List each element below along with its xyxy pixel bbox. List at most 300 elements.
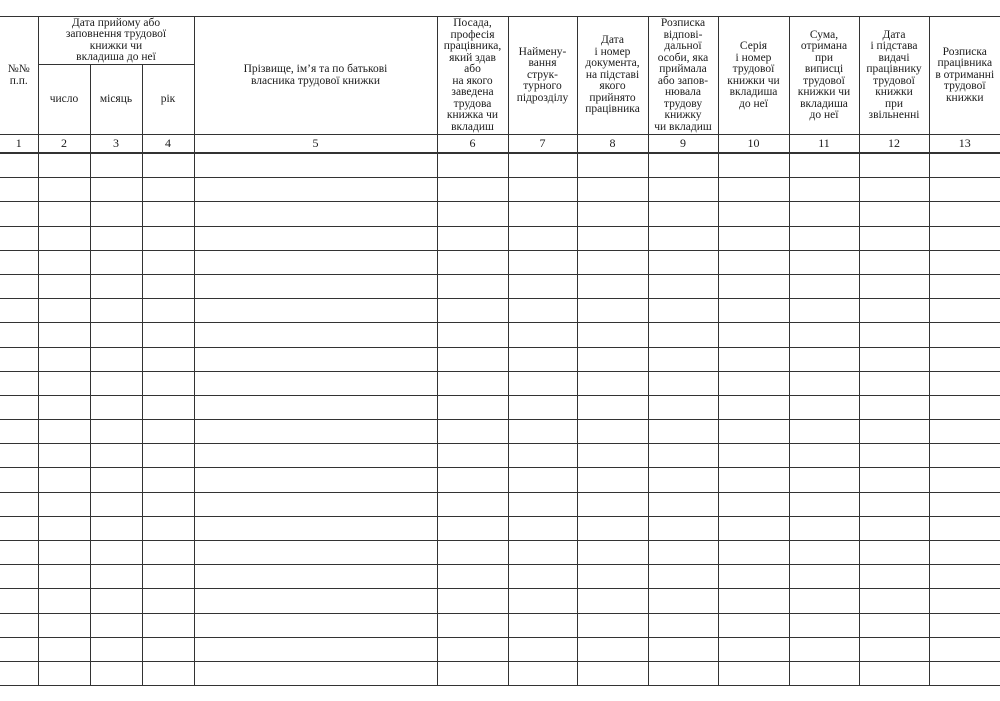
table-cell [789,395,859,419]
table-cell [0,274,38,298]
table-cell [577,323,648,347]
table-cell [90,541,142,565]
table-cell [194,492,437,516]
table-cell [859,274,929,298]
column-number: 2 [38,135,90,154]
table-cell [789,202,859,226]
column-number: 10 [718,135,789,154]
table-cell [648,613,718,637]
table-cell [90,444,142,468]
table-cell [648,371,718,395]
table-cell [789,274,859,298]
table-cell [859,637,929,661]
column-number: 8 [577,135,648,154]
table-cell [0,226,38,250]
table-cell [142,661,194,685]
table-cell [508,541,577,565]
table-cell [508,323,577,347]
table-cell [142,202,194,226]
table-cell [648,153,718,178]
table-cell [142,323,194,347]
table-cell [789,226,859,250]
table-cell [90,299,142,323]
table-cell [0,565,38,589]
table-cell [577,347,648,371]
table-cell [789,565,859,589]
table-cell [90,250,142,274]
table-row [0,637,1000,661]
table-cell [0,153,38,178]
header-position: Посада, професія працівника, який здав або на якого заведена трудова книжка чи вкладиш [437,17,508,135]
table-cell [577,395,648,419]
table-cell [648,395,718,419]
header-row-number: №№ п.п. [0,17,38,135]
table-cell [577,565,648,589]
table-row [0,516,1000,540]
table-cell [718,589,789,613]
table-cell [648,299,718,323]
table-cell [142,178,194,202]
table-cell [194,637,437,661]
table-row [0,178,1000,202]
table-row [0,226,1000,250]
table-cell [718,274,789,298]
header-responsible-receipt: Розписка відпові- дальної особи, яка приймала або запов- нювала трудову книжку чи вкладиш [648,17,718,135]
table-cell [929,395,1000,419]
table-cell [718,468,789,492]
table-cell [90,323,142,347]
table-cell [38,153,90,178]
table-cell [437,637,508,661]
table-cell [929,565,1000,589]
table-cell [90,347,142,371]
table-cell [859,395,929,419]
table-cell [142,395,194,419]
table-cell [577,516,648,540]
table-cell [789,589,859,613]
table-cell [648,565,718,589]
table-cell [577,541,648,565]
table-cell [38,420,90,444]
table-cell [142,444,194,468]
table-cell [194,395,437,419]
register-body [0,153,1000,686]
table-cell [577,250,648,274]
table-cell [859,323,929,347]
table-cell [648,541,718,565]
table-cell [859,299,929,323]
table-cell [38,516,90,540]
table-cell [859,178,929,202]
table-cell [929,613,1000,637]
table-cell [648,178,718,202]
table-cell [508,299,577,323]
table-cell [508,661,577,685]
table-cell [718,565,789,589]
table-cell [142,274,194,298]
table-row [0,492,1000,516]
header-document: Дата і номер документа, на підставі якого прийнято працівника [577,17,648,135]
table-cell [194,371,437,395]
table-cell [508,250,577,274]
column-number: 11 [789,135,859,154]
table-cell [718,371,789,395]
table-row [0,299,1000,323]
table-cell [38,371,90,395]
table-cell [194,468,437,492]
table-cell [142,516,194,540]
table-cell [90,468,142,492]
table-cell [194,589,437,613]
table-cell [90,178,142,202]
table-cell [929,226,1000,250]
table-cell [577,274,648,298]
table-cell [718,613,789,637]
table-cell [437,420,508,444]
table-cell [859,250,929,274]
table-cell [38,492,90,516]
table-cell [789,492,859,516]
table-cell [508,226,577,250]
table-cell [789,250,859,274]
table-cell [194,661,437,685]
table-cell [648,661,718,685]
column-number: 3 [90,135,142,154]
table-cell [508,347,577,371]
table-cell [437,613,508,637]
table-cell [38,637,90,661]
table-cell [718,202,789,226]
table-cell [929,323,1000,347]
table-cell [437,274,508,298]
column-number: 7 [508,135,577,154]
table-cell [142,347,194,371]
table-cell [90,492,142,516]
table-cell [194,444,437,468]
table-cell [577,613,648,637]
table-cell [648,589,718,613]
table-cell [859,347,929,371]
header-day: число [38,65,90,135]
table-cell [194,202,437,226]
table-cell [789,371,859,395]
table-cell [142,589,194,613]
table-cell [0,299,38,323]
table-row [0,613,1000,637]
table-cell [577,299,648,323]
header-structural-unit: Наймену- вання струк- турного підрозділу [508,17,577,135]
table-cell [508,565,577,589]
table-cell [508,516,577,540]
table-cell [437,395,508,419]
table-cell [437,226,508,250]
table-cell [194,250,437,274]
table-cell [789,541,859,565]
table-cell [789,178,859,202]
table-cell [194,323,437,347]
table-cell [718,323,789,347]
table-cell [38,250,90,274]
table-cell [508,395,577,419]
table-cell [437,468,508,492]
table-cell [508,444,577,468]
table-cell [90,395,142,419]
table-cell [718,637,789,661]
table-cell [38,613,90,637]
table-cell [38,347,90,371]
table-cell [859,444,929,468]
table-cell [90,613,142,637]
table-cell [718,420,789,444]
table-cell [0,420,38,444]
table-cell [648,323,718,347]
table-cell [38,226,90,250]
table-cell [0,516,38,540]
table-cell [789,516,859,540]
table-cell [789,613,859,637]
table-cell [38,274,90,298]
table-cell [577,468,648,492]
table-cell [789,637,859,661]
table-row [0,420,1000,444]
table-cell [508,178,577,202]
table-cell [0,202,38,226]
table-cell [142,299,194,323]
table-cell [194,299,437,323]
header-amount: Сума, отримана при виписці трудової книжки чи вкладиша до неї [789,17,859,135]
table-cell [0,589,38,613]
table-cell [508,371,577,395]
table-cell [437,371,508,395]
table-cell [929,202,1000,226]
table-cell [929,274,1000,298]
table-cell [437,153,508,178]
register-table [0,16,1000,686]
table-cell [859,153,929,178]
header-employee-receipt: Розписка працівника в отриманні трудової книжки [929,17,1000,135]
table-cell [718,516,789,540]
table-cell [437,516,508,540]
column-number: 13 [929,135,1000,154]
table-cell [437,323,508,347]
table-cell [789,323,859,347]
table-cell [929,637,1000,661]
table-cell [142,492,194,516]
table-cell [194,420,437,444]
table-cell [38,395,90,419]
table-cell [718,153,789,178]
table-row [0,274,1000,298]
table-cell [437,299,508,323]
table-cell [90,202,142,226]
header-date-group: Дата прийому або заповнення трудової книжки чи вкладиша до неї [38,17,194,65]
table-cell [929,516,1000,540]
table-cell [859,565,929,589]
table-cell [0,323,38,347]
table-cell [929,468,1000,492]
table-cell [929,178,1000,202]
table-cell [859,492,929,516]
table-cell [789,444,859,468]
table-cell [0,395,38,419]
table-cell [508,637,577,661]
table-row [0,444,1000,468]
table-cell [90,637,142,661]
table-cell [859,420,929,444]
table-cell [929,371,1000,395]
table-row [0,323,1000,347]
table-cell [648,347,718,371]
table-cell [648,226,718,250]
table-cell [0,468,38,492]
table-cell [142,468,194,492]
table-cell [577,153,648,178]
table-cell [718,661,789,685]
column-number: 5 [194,135,437,154]
table-cell [929,492,1000,516]
column-number: 4 [142,135,194,154]
table-cell [859,613,929,637]
table-cell [437,492,508,516]
table-cell [508,153,577,178]
table-cell [859,371,929,395]
table-cell [929,250,1000,274]
table-cell [929,420,1000,444]
table-cell [0,661,38,685]
table-cell [0,444,38,468]
table-cell [194,613,437,637]
table-cell [437,661,508,685]
table-cell [38,299,90,323]
header-month: місяць [90,65,142,135]
table-cell [648,202,718,226]
table-cell [929,153,1000,178]
table-cell [38,468,90,492]
table-cell [577,589,648,613]
table-cell [648,637,718,661]
table-cell [437,202,508,226]
table-row [0,589,1000,613]
table-cell [38,323,90,347]
table-cell [577,492,648,516]
table-cell [90,274,142,298]
table-cell [0,637,38,661]
table-cell [142,565,194,589]
table-cell [38,661,90,685]
table-cell [437,565,508,589]
table-cell [437,347,508,371]
table-cell [718,347,789,371]
table-cell [194,516,437,540]
table-cell [437,541,508,565]
table-cell [789,468,859,492]
table-cell [90,226,142,250]
table-cell [38,444,90,468]
table-cell [929,541,1000,565]
table-cell [508,589,577,613]
table-row [0,395,1000,419]
table-cell [577,371,648,395]
table-cell [508,492,577,516]
table-cell [142,371,194,395]
table-cell [508,420,577,444]
table-row [0,202,1000,226]
column-number: 9 [648,135,718,154]
table-cell [648,250,718,274]
table-cell [194,226,437,250]
table-cell [142,541,194,565]
table-cell [929,299,1000,323]
table-cell [508,613,577,637]
table-cell [789,661,859,685]
table-cell [0,492,38,516]
table-row [0,468,1000,492]
table-cell [929,589,1000,613]
table-cell [718,299,789,323]
table-cell [859,516,929,540]
table-cell [789,420,859,444]
table-cell [90,661,142,685]
table-cell [718,178,789,202]
table-cell [648,468,718,492]
table-cell [508,202,577,226]
table-cell [38,589,90,613]
table-cell [194,153,437,178]
table-cell [859,202,929,226]
table-cell [789,347,859,371]
table-cell [437,250,508,274]
table-cell [142,420,194,444]
table-cell [718,226,789,250]
table-cell [0,347,38,371]
table-cell [577,637,648,661]
table-cell [929,347,1000,371]
table-cell [648,444,718,468]
table-cell [577,202,648,226]
column-number: 1 [0,135,38,154]
table-cell [789,153,859,178]
header-full-name: Прізвище, ім’я та по батькові власника трудової книжки [194,17,437,135]
table-cell [38,178,90,202]
table-cell [437,444,508,468]
table-cell [142,226,194,250]
column-number: 12 [859,135,929,154]
table-cell [142,250,194,274]
header-year: рік [142,65,194,135]
table-cell [142,153,194,178]
table-cell [90,589,142,613]
table-cell [142,613,194,637]
table-cell [0,178,38,202]
table-cell [38,565,90,589]
table-cell [437,589,508,613]
table-cell [194,347,437,371]
table-cell [194,274,437,298]
table-cell [0,613,38,637]
table-row [0,661,1000,685]
table-cell [648,492,718,516]
table-cell [648,274,718,298]
table-cell [577,444,648,468]
table-cell [718,444,789,468]
table-cell [789,299,859,323]
table-cell [577,420,648,444]
table-cell [508,468,577,492]
table-cell [90,153,142,178]
table-cell [577,226,648,250]
header-issue-date: Дата і підстава видачі працівнику трудової книжки при звільненні [859,17,929,135]
table-cell [90,565,142,589]
